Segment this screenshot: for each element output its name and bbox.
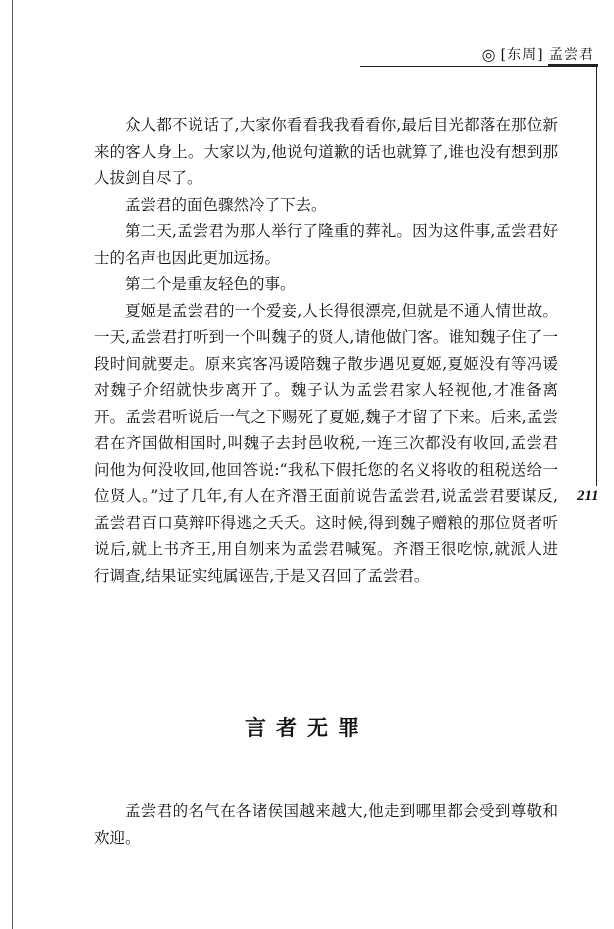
section-heading: 言者无罪 <box>245 715 369 740</box>
section-body-text <box>94 798 558 852</box>
header-title: [东周] 孟尝君 <box>500 47 594 63</box>
paragraph: 第二天,孟尝君为那人举行了隆重的葬礼。因为这件事,孟尝君好士的名声也因此更加远扬。 <box>94 222 558 267</box>
paragraph: 第二个是重友轻色的事。 <box>125 275 296 293</box>
page-number: 211 <box>577 488 599 504</box>
page-edge-line <box>12 0 13 929</box>
header-rule-accent <box>548 64 598 67</box>
paragraph: 孟尝君的面色骤然冷了下去。 <box>125 195 327 214</box>
body-text <box>94 112 558 589</box>
paragraph: 孟尝君的名气在各诸侯国越来越大,他走到哪里都会受到尊敬和欢迎。 <box>94 802 558 847</box>
header-mark-icon: ◎ <box>481 44 497 64</box>
paragraph: 众人都不说话了,大家你看看我我看看你,最后目光都落在那位新来的客人身上。大家以为,他说句道歉的话也就算了,谁也没有想到那人拔剑自尽了。 <box>94 116 558 187</box>
running-header <box>482 44 594 64</box>
side-rule <box>596 66 597 486</box>
paragraph: 夏姬是孟尝君的一个爱妾,人长得很漂亮,但就是不通人情世故。一天,孟尝君打听到一个叫魏子的贤人,请他做门客。谁知魏子住了一段时间就要走。原来宾客冯谖陪魏子散步遇见夏姬,夏姬没有等冯谖对魏子介绍就快步离开了。魏子认为孟尝君家人轻视他,才准备离开。孟尝君听说后一气之下赐死了夏姬,魏子才留了下来。后来,孟尝君在齐国做相国时,叫魏子去封邑收税,一连三次都没有收回,孟尝君问他为何没收回,他回答说:“我私下假托您的名义将收的租税送给一位贤人。”过了几年,有人在齐湣王面前说告孟尝君,说孟尝君要谋反,孟尝君百口莫辩吓得逃之夭夭。这时候,得到魏子赠粮的那位贤者听说后,就上书齐王,用自刎来为孟尝君喊冤。齐湣王很吃惊,就派人进行调查,结果证实纯属诬告,于是又召回了孟尝君。 <box>94 301 558 585</box>
